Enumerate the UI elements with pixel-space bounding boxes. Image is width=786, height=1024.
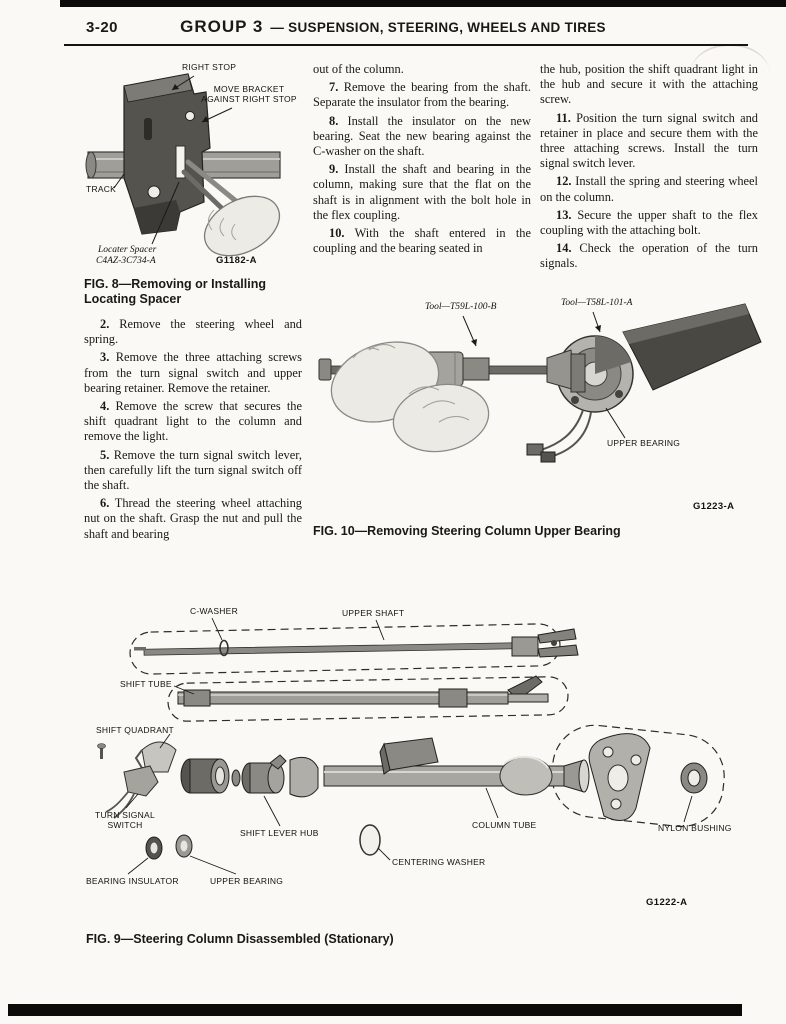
step-9: 9. Install the shaft and bearing in the column, making sure that the flat on the shaft is in alignment with the bolt hole in the flex coupling.: [313, 162, 531, 222]
fig9-centering-washer-label: CENTERING WASHER: [392, 857, 486, 867]
right-column: [540, 62, 758, 275]
fig9-shift-tube-label: SHIFT TUBE: [120, 679, 172, 689]
fig9-shift-quadrant-label: SHIFT QUADRANT: [96, 725, 174, 735]
step-14: 14. Check the operation of the turn signals.: [540, 241, 758, 271]
step-10-continuation: the hub, position the shift quadrant light in the hub and secure it with the attaching screw.: [540, 62, 758, 107]
scan-bottom-bar: [8, 1004, 742, 1016]
step-7: 7. Remove the bearing from the shaft. Separate the insulator from the bearing.: [313, 80, 531, 110]
step-8: 8. Install the insulator on the new bearing. Seat the new bearing against the C-washer on the shaft.: [313, 113, 531, 159]
fig8-track-label: TRACK: [86, 184, 117, 194]
group-label: GROUP 3: [180, 17, 264, 36]
figure-9: [84, 582, 744, 922]
step-12: 12. Install the spring and steering wheel on the column.: [540, 174, 758, 204]
fig9-caption: FIG. 9—Steering Column Disassembled (Stationary): [86, 932, 394, 946]
figure-10-illustration: [313, 298, 763, 520]
page-number: 3-20: [86, 19, 119, 36]
figure-10: [313, 298, 763, 520]
fig9-turn-signal-switch-label: TURN SIGNAL SWITCH: [95, 810, 155, 830]
step-5: 5. Remove the turn signal switch lever, then carefully lift the turn signal switch off the shaft.: [84, 447, 302, 493]
fig9-c-washer-label: C-WASHER: [190, 606, 238, 616]
fig9-shift-lever-hub-label: SHIFT LEVER HUB: [240, 828, 319, 838]
fig8-part-number-label: C4AZ-3C734-A: [96, 256, 156, 266]
fig8-locater-spacer-label: Locater Spacer: [98, 245, 157, 255]
scan-top-bar: [60, 0, 786, 7]
step-3: 3. Remove the three attaching screws from the turn signal switch and upper bearing retainer. Remove the retainer.: [84, 350, 302, 395]
fig8-right-stop-label: RIGHT STOP: [182, 62, 237, 72]
fig9-column-tube-label: COLUMN TUBE: [472, 820, 537, 830]
left-column: [84, 60, 302, 545]
step-13: 13. Secure the upper shaft to the flex coupling with the attaching bolt.: [540, 207, 758, 238]
fig9-code: G1222-A: [646, 897, 688, 908]
fig10-tool-left-label: Tool—T59L-100-B: [425, 302, 497, 312]
fig10-code: G1223-A: [693, 501, 735, 512]
step-6-continuation: out of the column.: [313, 62, 404, 76]
group-title: — SUSPENSION, STEERING, WHEELS AND TIRES: [270, 20, 606, 35]
fig10-upper-bearing-label: UPPER BEARING: [607, 438, 681, 448]
step-10: 10. With the shaft entered in the coupling and the bearing seated in: [313, 226, 531, 256]
step-6: 6. Thread the steering wheel attaching nut on the shaft. Grasp the nut and pull the shaft and bearing: [84, 496, 303, 541]
fig10-caption: FIG. 10—Removing Steering Column Upper Bearing: [313, 524, 621, 538]
fig9-bearing-insulator-label: BEARING INSULATOR: [86, 876, 179, 886]
middle-column: [313, 62, 531, 259]
header-rule: [64, 44, 748, 46]
step-2: 2. Remove the steering wheel and spring.: [84, 317, 302, 347]
fig10-tool-right-label: Tool—T58L-101-A: [561, 298, 633, 308]
figure-8: [84, 60, 302, 268]
fig9-upper-shaft-label: UPPER SHAFT: [342, 608, 405, 618]
fig8-code: G1182-A: [216, 255, 257, 266]
page-title: [0, 17, 786, 37]
fig8-caption: FIG. 8—Removing or Installing Locating Spacer: [84, 277, 266, 306]
fig8-move-bracket-label: MOVE BRACKET AGAINST RIGHT STOP: [201, 84, 297, 104]
figure-9-illustration: [84, 582, 744, 922]
step-11: 11. Position the turn signal switch and retainer in place and secure them with the three attaching screws. Install the turn signal switch lever.: [540, 110, 758, 171]
step-4: 4. Remove the screw that secures the shift quadrant light to the column and remove the light.: [84, 399, 302, 444]
fig9-nylon-bushing-label: NYLON BUSHING: [658, 823, 732, 833]
fig9-upper-bearing-label: UPPER BEARING: [210, 876, 284, 886]
